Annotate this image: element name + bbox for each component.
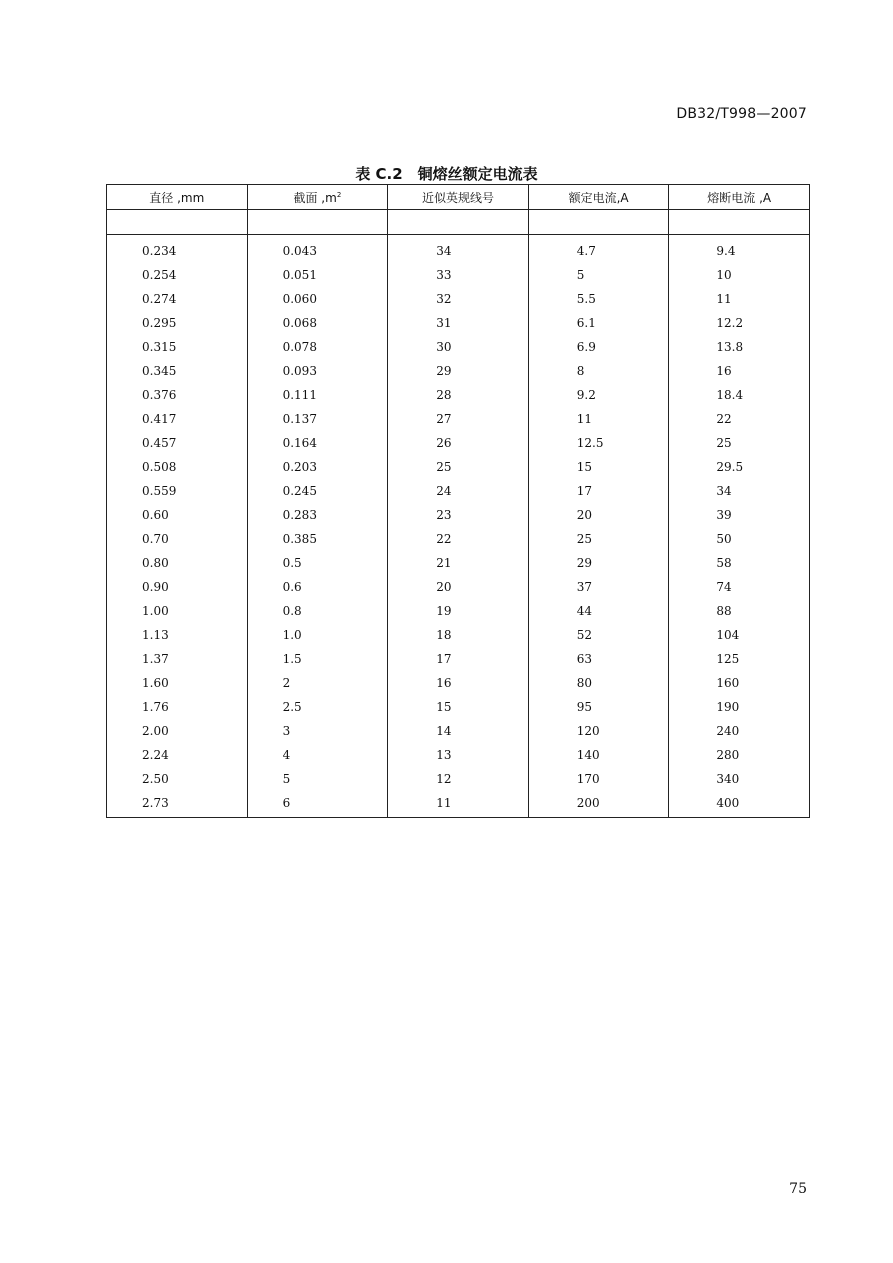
table-cell: 32	[388, 287, 529, 311]
table-cell: 0.051	[247, 263, 388, 287]
table-cell: 340	[669, 767, 810, 791]
table-cell: 25	[669, 431, 810, 455]
table-cell: 125	[669, 647, 810, 671]
table-cell: 6	[247, 791, 388, 818]
table-cell: 14	[388, 719, 529, 743]
table-cell: 33	[388, 263, 529, 287]
table-cell: 29	[528, 551, 669, 575]
table-cell: 15	[528, 455, 669, 479]
superscript-2: 2	[336, 190, 342, 199]
table-cell: 74	[669, 575, 810, 599]
table-row	[107, 311, 810, 335]
table-cell: 20	[388, 575, 529, 599]
table-row	[107, 719, 810, 743]
table-cell: 11	[669, 287, 810, 311]
table-cell: 0.283	[247, 503, 388, 527]
table-row	[107, 527, 810, 551]
table-cell: 2	[247, 671, 388, 695]
table-cell: 6.1	[528, 311, 669, 335]
table-cell: 15	[388, 695, 529, 719]
table-cell: 95	[528, 695, 669, 719]
table-cell: 0.203	[247, 455, 388, 479]
table-cell: 19	[388, 599, 529, 623]
table-cell: 0.457	[107, 431, 248, 455]
table-cell: 0.5	[247, 551, 388, 575]
table-cell: 2.00	[107, 719, 248, 743]
table-row	[107, 503, 810, 527]
table-cell: 4.7	[528, 235, 669, 264]
table-cell: 0.508	[107, 455, 248, 479]
table-cell: 120	[528, 719, 669, 743]
table-cell: 0.137	[247, 407, 388, 431]
table-cell: 0.80	[107, 551, 248, 575]
table-cell: 5.5	[528, 287, 669, 311]
table-cell: 0.70	[107, 527, 248, 551]
table-cell: 0.90	[107, 575, 248, 599]
table-cell: 88	[669, 599, 810, 623]
table-cell: 160	[669, 671, 810, 695]
table-row	[107, 335, 810, 359]
table-cell: 170	[528, 767, 669, 791]
table-title: 表 C.2 铜熔丝额定电流表	[355, 165, 538, 183]
table-cell: 23	[388, 503, 529, 527]
table-cell: 1.00	[107, 599, 248, 623]
table-row	[107, 551, 810, 575]
column-header-fusing-current: 熔断电流 ,A	[669, 185, 810, 210]
table-cell: 0.274	[107, 287, 248, 311]
table-cell: 0.315	[107, 335, 248, 359]
table-cell: 0.417	[107, 407, 248, 431]
table-cell: 16	[388, 671, 529, 695]
table-cell: 6.9	[528, 335, 669, 359]
document-code: DB32/T998—2007	[676, 106, 807, 122]
table-cell: 58	[669, 551, 810, 575]
table-cell: 0.385	[247, 527, 388, 551]
table-row	[107, 575, 810, 599]
table-cell: 12.5	[528, 431, 669, 455]
table-cell: 30	[388, 335, 529, 359]
fuse-current-table	[106, 184, 810, 818]
column-header-cross-section: 截面 $,m^2$	[247, 185, 388, 210]
table-cell: 37	[528, 575, 669, 599]
table-row	[107, 599, 810, 623]
table-row	[107, 235, 810, 264]
table-row	[107, 263, 810, 287]
table-cell: 0.295	[107, 311, 248, 335]
table-row	[107, 695, 810, 719]
table-cell: 2.73	[107, 791, 248, 818]
table-cell: 39	[669, 503, 810, 527]
table-cell: 200	[528, 791, 669, 818]
table-cell: 10	[669, 263, 810, 287]
table-cell: 9.2	[528, 383, 669, 407]
table-cell: 1.0	[247, 623, 388, 647]
table-row	[107, 743, 810, 767]
table-cell: 1.5	[247, 647, 388, 671]
table-cell: 5	[528, 263, 669, 287]
table-cell: 5	[247, 767, 388, 791]
table-cell: 1.37	[107, 647, 248, 671]
table-cell: 31	[388, 311, 529, 335]
table-cell: 0.8	[247, 599, 388, 623]
table-cell: 11	[528, 407, 669, 431]
table-cell: 34	[669, 479, 810, 503]
table-cell: 0.111	[247, 383, 388, 407]
table-row	[107, 623, 810, 647]
column-header-rated-current: 额定电流,A	[528, 185, 669, 210]
column-header-diameter: 直径 ,mm	[107, 185, 248, 210]
table-row	[107, 407, 810, 431]
table-cell: 9.4	[669, 235, 810, 264]
table-cell: 63	[528, 647, 669, 671]
table-cell: 13	[388, 743, 529, 767]
table-body	[107, 210, 810, 818]
table-cell: 17	[528, 479, 669, 503]
table-cell: 0.234	[107, 235, 248, 264]
table-cell: 1.76	[107, 695, 248, 719]
table-cell: 0.093	[247, 359, 388, 383]
table-cell: 18	[388, 623, 529, 647]
table-cell: 25	[388, 455, 529, 479]
table-cell: 400	[669, 791, 810, 818]
table-row	[107, 455, 810, 479]
table-cell: 11	[388, 791, 529, 818]
table-cell: 0.060	[247, 287, 388, 311]
table-cell: 16	[669, 359, 810, 383]
table-row	[107, 671, 810, 695]
table-cell: 29	[388, 359, 529, 383]
table-cell: 27	[388, 407, 529, 431]
table-cell: 44	[528, 599, 669, 623]
table-cell: 2.5	[247, 695, 388, 719]
table-cell: 8	[528, 359, 669, 383]
table-cell: 1.60	[107, 671, 248, 695]
table-cell: 28	[388, 383, 529, 407]
table-cell: 17	[388, 647, 529, 671]
table-cell: 22	[388, 527, 529, 551]
page-number: 75	[789, 1181, 807, 1197]
table-cell: 22	[669, 407, 810, 431]
table-row	[107, 359, 810, 383]
table-cell: 20	[528, 503, 669, 527]
table-cell: 0.068	[247, 311, 388, 335]
table-row	[107, 767, 810, 791]
table-cell: 0.245	[247, 479, 388, 503]
table-cell: 0.6	[247, 575, 388, 599]
table-cell: 104	[669, 623, 810, 647]
table-blank-row	[107, 210, 810, 235]
table-header-row	[107, 185, 810, 210]
column-header-wire-gauge: 近似英规线号	[388, 185, 529, 210]
table-cell: 0.345	[107, 359, 248, 383]
table-cell: 52	[528, 623, 669, 647]
table-cell: 280	[669, 743, 810, 767]
table-cell: 18.4	[669, 383, 810, 407]
table-cell: 4	[247, 743, 388, 767]
table-cell: 0.559	[107, 479, 248, 503]
table-cell: 25	[528, 527, 669, 551]
table-cell: 0.164	[247, 431, 388, 455]
table-cell: 21	[388, 551, 529, 575]
table-cell: 12.2	[669, 311, 810, 335]
table-row	[107, 287, 810, 311]
table-row	[107, 431, 810, 455]
table-row	[107, 383, 810, 407]
table-cell: 240	[669, 719, 810, 743]
table-row	[107, 647, 810, 671]
table-cell: 3	[247, 719, 388, 743]
table-cell: 0.376	[107, 383, 248, 407]
table-cell: 0.254	[107, 263, 248, 287]
table-cell: 26	[388, 431, 529, 455]
table-cell: 2.24	[107, 743, 248, 767]
table-cell: 50	[669, 527, 810, 551]
table-cell: 1.13	[107, 623, 248, 647]
table-cell: 0.60	[107, 503, 248, 527]
table-cell: 13.8	[669, 335, 810, 359]
table-cell: 190	[669, 695, 810, 719]
table-cell: 0.043	[247, 235, 388, 264]
table-row	[107, 791, 810, 818]
table-cell: 140	[528, 743, 669, 767]
table-cell: 2.50	[107, 767, 248, 791]
table-cell: 12	[388, 767, 529, 791]
table-row	[107, 479, 810, 503]
table-cell: 34	[388, 235, 529, 264]
table-cell: 24	[388, 479, 529, 503]
table-cell: 80	[528, 671, 669, 695]
table-cell: 29.5	[669, 455, 810, 479]
table-cell: 0.078	[247, 335, 388, 359]
